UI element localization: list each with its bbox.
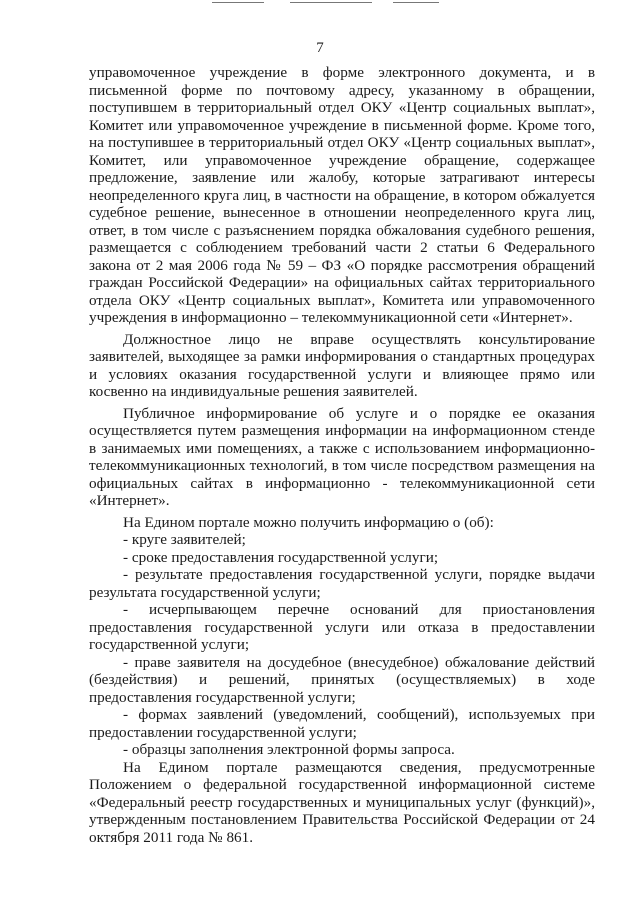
list-item: - результате предоставления государственной услуги, порядке выдачи результата государственной услуги; xyxy=(89,566,595,601)
document-body xyxy=(89,64,595,846)
page-number: 7 xyxy=(316,40,324,56)
list-item: - образцы заполнения электронной формы запроса. xyxy=(123,741,455,758)
list-item: - формах заявлений (уведомлений, сообщений), используемых при предоставлении государственной услуги; xyxy=(89,706,595,741)
top-mark xyxy=(212,2,264,3)
paragraph: Публичное информирование об услуге и о порядке ее оказания осуществляется путем размещения информации на информационном стенде в занимаемых ими помещениях, а также с использованием информационно-телекоммуникационных технологий, в том числе посредством размещения на официальных сайтах в информационно - телекоммуникационной сети «Интернет». xyxy=(89,404,595,509)
list-item: - сроке предоставления государственной услуги; xyxy=(123,548,439,566)
paragraph: На Едином портале размещаются сведения, предусмотренные Положением о федеральной государственной информационной системе «Федеральный реестр государственных и муниципальных услуг (функций)», утвержденным постановлением Правительства Российской Федерации от 24 октября 2011 года № 861. xyxy=(89,758,595,846)
top-mark xyxy=(393,2,439,3)
list-item: - круге заявителей; xyxy=(123,531,246,548)
list-item: - исчерпывающем перечне оснований для приостановления предоставления государственной услуги или отказа в предоставлении государственной услуги; xyxy=(89,601,595,653)
top-edge-marks xyxy=(0,0,640,8)
paragraph: управомоченное учреждение в форме электронного документа, и в письменной форме по почтовому адресу, указанному в обращении, поступившем в территориальный отдел ОКУ «Центр социальных выплат», Комитет или управомоченное учреждение в письменной форме. Кроме того, на поступившее в территориальный отдел ОКУ «Центр социальных выплат», Комитет, или управомоченное учреждение обращение, содержащее предложение, заявление или жалобу, которые затрагивают интересы неопределенного круга лиц, в частности на обращение, в котором обжалуется судебное решение, вынесенное в отношении неопределенного круга лиц, ответ, в том числе с разъяснением порядка обжалования судебного решения, размещается с соблюдением требований части 2 статьи 6 Федерального закона от 2 мая 2006 года № 59 – ФЗ «О порядке рассмотрения обращений граждан Российской Федерации» на официальных сайтах территориального отдела ОКУ «Центр социальных выплат», Комитета или управомоченного учреждения в информационно – телекоммуникационной сети «Интернет». xyxy=(89,64,595,326)
top-mark xyxy=(290,2,372,3)
paragraph: На Едином портале можно получить информацию о (об): xyxy=(123,513,494,531)
paragraph: Должностное лицо не вправе осуществлять консультирование заявителей, выходящее за рамки информирования о стандартных процедурах и условиях оказания государственной услуги и влияющее прямо или косвенно на индивидуальные решения заявителей. xyxy=(89,330,595,400)
list-item: - праве заявителя на досудебное (внесудебное) обжалование действий (бездействия) и решений, принятых (осуществляемых) в ходе предоставления государственной услуги; xyxy=(89,653,595,706)
